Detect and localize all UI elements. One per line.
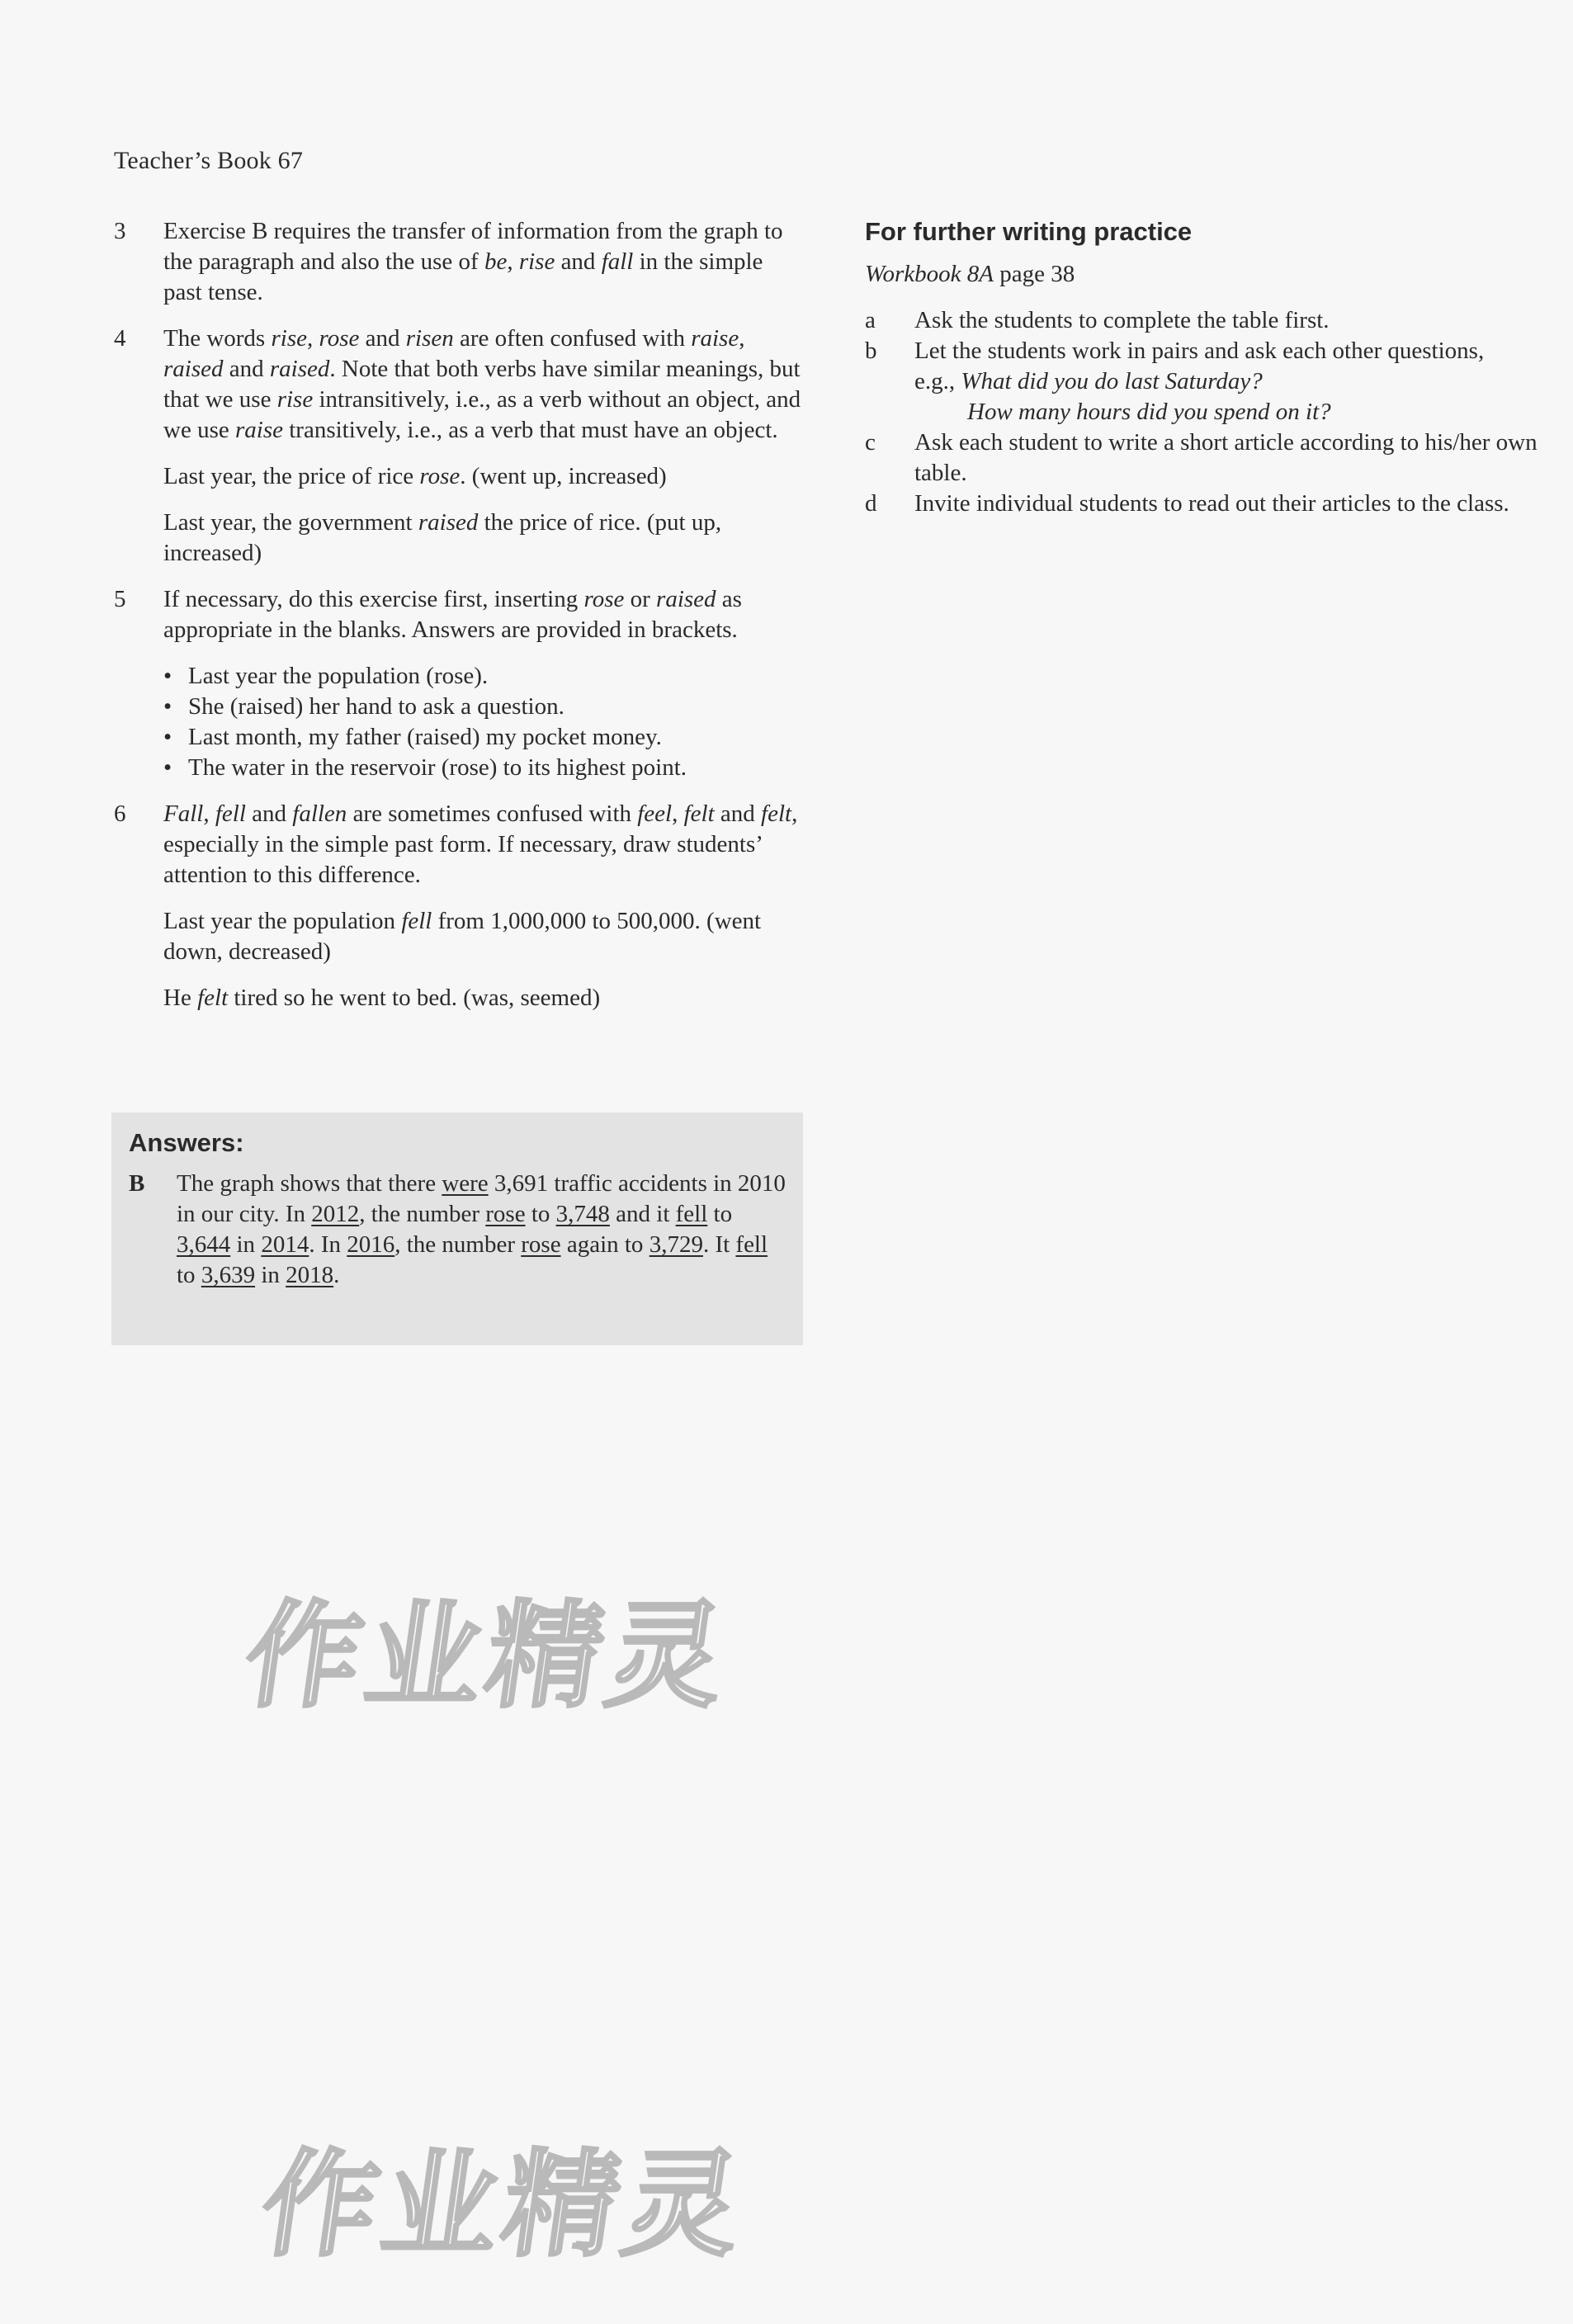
text: from 1,000,000 to 500,000. (went down, decreased)	[163, 908, 762, 965]
text: transitively, i.e., as a verb that must have an object.	[282, 417, 778, 443]
text: . In	[309, 1231, 347, 1258]
text: Last year the population	[163, 908, 402, 934]
text: .	[333, 1262, 340, 1288]
text: and	[223, 356, 270, 382]
text: Last year, the government	[163, 509, 418, 536]
question-text: What did you do last Saturday?	[961, 368, 1263, 394]
watermark: 作业精灵	[253, 2138, 754, 2273]
text: and	[555, 248, 602, 275]
workbook-reference	[865, 259, 1542, 290]
example-sentence	[163, 508, 807, 569]
question-text: How many hours did you spend on it?	[967, 399, 1331, 425]
item-letter: d	[865, 490, 877, 517]
answer-blank: were	[442, 1170, 489, 1197]
text: and	[714, 801, 762, 827]
workbook-name: Workbook 8A	[865, 261, 994, 287]
term: fallen	[292, 801, 347, 827]
term: rose	[319, 325, 360, 352]
practice-item-d	[865, 489, 1542, 519]
text: to	[525, 1201, 556, 1227]
answer-blank: rose	[521, 1231, 561, 1258]
term: raised	[656, 586, 716, 612]
answers-title: Answers:	[129, 1128, 244, 1157]
text: tired so he went to bed. (was, seemed)	[228, 985, 601, 1011]
example-sentence	[163, 983, 807, 1013]
item-number: 5	[114, 586, 126, 612]
text: are often confused with	[453, 325, 692, 352]
example-question	[914, 366, 1542, 397]
example-sentence	[163, 906, 807, 967]
term: raised	[163, 356, 224, 382]
text: to	[707, 1201, 733, 1227]
text: in the simple past tense.	[163, 248, 763, 305]
answer-label: B	[129, 1170, 145, 1197]
paragraph	[163, 799, 807, 890]
text: Last year, the price of rice	[163, 463, 420, 489]
term: felt	[197, 985, 229, 1011]
text: are sometimes confused with	[347, 801, 638, 827]
text: Exercise B requires the transfer of information from the graph to the paragraph and also the use of	[163, 218, 783, 275]
term: felt	[761, 801, 792, 827]
term: felt	[683, 801, 715, 827]
note-item-6	[114, 799, 807, 1013]
term: feel	[637, 801, 673, 827]
term: risen	[405, 325, 454, 352]
answer-blank: 2012	[311, 1201, 360, 1227]
term: raised	[269, 356, 330, 382]
item-text: Invite individual students to read out their articles to the class.	[914, 490, 1509, 517]
item-text: Let the students work in pairs and ask each other questions,	[914, 338, 1485, 364]
answer-blank: fell	[735, 1231, 768, 1258]
list-item: • Last month, my father (raised) my pocket money.	[163, 722, 807, 753]
text: , the number	[394, 1231, 522, 1258]
item-letter: b	[865, 338, 877, 364]
answer-blank: fell	[675, 1201, 708, 1227]
text: to	[177, 1262, 201, 1288]
term: raise	[691, 325, 739, 352]
text: . Note that both verbs have similar meanings, but that we use	[163, 356, 801, 413]
practice-item-b	[865, 336, 1542, 427]
section-title: For further writing practice	[865, 217, 1193, 246]
answer-blank: 3,729	[649, 1231, 703, 1258]
page-reference: page 38	[994, 261, 1075, 287]
list-item: • The water in the reservoir (rose) to its highest point.	[163, 753, 807, 783]
answer-blank: 3,639	[201, 1262, 256, 1288]
text: or	[624, 586, 657, 612]
answer-blank: 3,748	[555, 1201, 610, 1227]
text: The words	[163, 325, 272, 352]
paragraph	[163, 324, 807, 446]
answer-blank: 2016	[347, 1231, 395, 1258]
answer-blank: rose	[485, 1201, 526, 1227]
term: rose	[419, 463, 461, 489]
term: raise	[234, 417, 283, 443]
item-text: Ask each student to write a short article according to his/her own table.	[914, 429, 1538, 486]
list-item: • Last year the population (rose).	[163, 661, 807, 692]
item-letter: a	[865, 307, 876, 333]
text: , the number	[359, 1201, 486, 1227]
text: , especially in the simple past form. If necessary, draw students’ attention to this difference.	[163, 801, 798, 888]
item-content	[163, 216, 807, 308]
text: . (went up, increased)	[460, 463, 667, 489]
term: rise	[276, 386, 314, 413]
text: in	[255, 1262, 286, 1288]
term: fell	[401, 908, 432, 934]
item-number: 3	[114, 218, 126, 244]
answer-blank: 3,644	[177, 1231, 231, 1258]
example-question	[914, 397, 1542, 427]
eg-label: e.g.,	[914, 368, 961, 394]
text: ,	[306, 325, 319, 352]
text: ,	[739, 325, 745, 352]
text: and	[359, 325, 406, 352]
left-column	[114, 216, 807, 1029]
paragraph	[163, 584, 807, 645]
term: rise	[518, 248, 555, 275]
item-number: 4	[114, 325, 126, 352]
term: be	[484, 248, 508, 275]
answer-text	[177, 1169, 789, 1291]
text: as appropriate in the blanks. Answers are provided in brackets.	[163, 586, 742, 643]
text: ,	[203, 801, 215, 827]
item-content	[163, 584, 807, 783]
practice-item-c	[865, 427, 1542, 489]
practice-item-a	[865, 305, 1542, 336]
text: intransitively, i.e., as a verb without an object, and we use	[163, 386, 801, 443]
right-column	[865, 216, 1542, 519]
text: in	[230, 1231, 262, 1258]
answer-blank: 2018	[286, 1262, 334, 1288]
note-item-4	[114, 324, 807, 569]
item-content	[163, 324, 807, 569]
item-text: Ask the students to complete the table first.	[914, 307, 1330, 333]
term: fell	[215, 801, 246, 827]
text: ,	[672, 801, 684, 827]
item-content	[163, 799, 807, 1013]
term: raised	[418, 509, 479, 536]
text: . It	[702, 1231, 736, 1258]
item-letter: c	[865, 429, 876, 456]
note-item-3	[114, 216, 807, 308]
answers-box	[111, 1112, 803, 1345]
list-item: • She (raised) her hand to ask a question.	[163, 692, 807, 722]
text: 3,691 traffic accidents in 2010 in our city. In	[177, 1170, 786, 1227]
bullet-list	[163, 661, 807, 783]
item-body	[914, 336, 1542, 427]
text: and it	[609, 1201, 676, 1227]
text: He	[163, 985, 198, 1011]
term: Fall	[163, 801, 204, 827]
text: again to	[560, 1231, 650, 1258]
term: rose	[583, 586, 625, 612]
page-header: Teacher’s Book 67	[114, 147, 304, 174]
text: The graph shows that there	[177, 1170, 442, 1197]
answer-blank: 2014	[261, 1231, 309, 1258]
answer-b	[129, 1169, 789, 1291]
term: fall	[601, 248, 634, 275]
text: ,	[507, 248, 519, 275]
note-item-5	[114, 584, 807, 783]
text: If necessary, do this exercise first, inserting	[163, 586, 584, 612]
text: the price of rice. (put up, increased)	[163, 509, 722, 566]
item-number: 6	[114, 801, 126, 827]
watermark: 作业精灵	[236, 1589, 738, 1724]
example-sentence	[163, 461, 807, 492]
text: and	[245, 801, 293, 827]
term: rise	[271, 325, 307, 352]
